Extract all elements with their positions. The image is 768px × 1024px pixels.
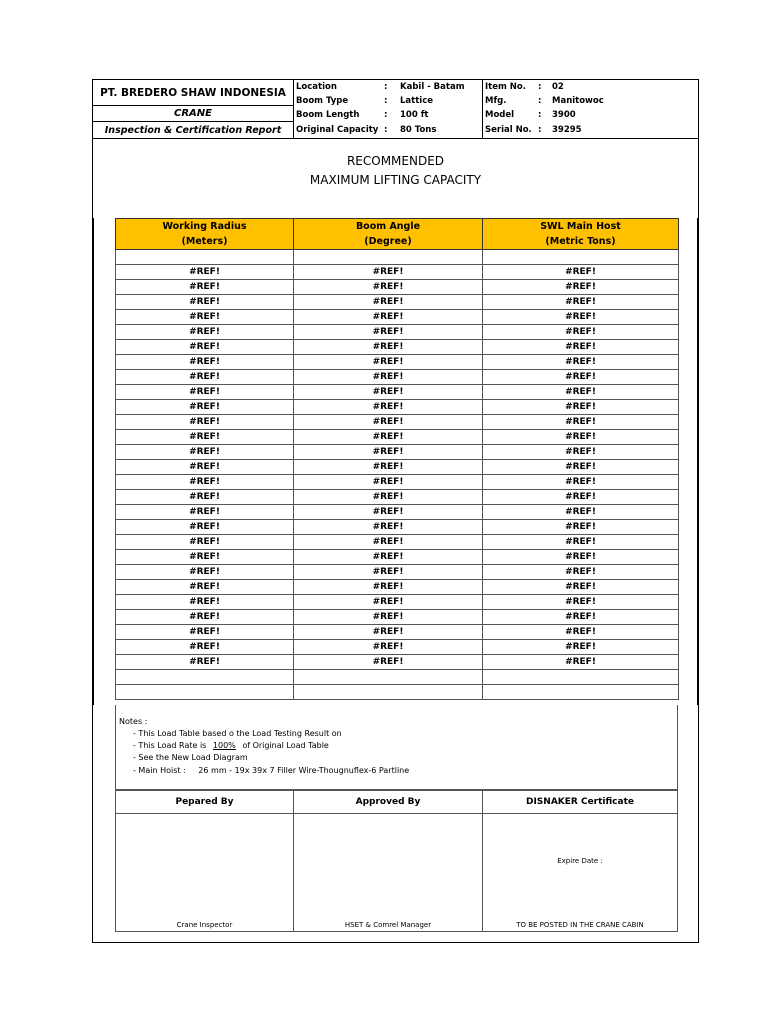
table-cell: #REF!	[116, 280, 294, 295]
table-cell: #REF!	[483, 655, 679, 670]
spec-value: Kabil - Batam	[400, 82, 465, 92]
table-cell	[116, 250, 294, 265]
signature-disnaker-certificate	[483, 791, 677, 931]
spec-label: Location	[296, 82, 337, 92]
header-crane-specs	[294, 80, 483, 138]
col-unit-metric-tons: (Metric Tons)	[483, 234, 679, 250]
table-cell: #REF!	[116, 385, 294, 400]
spec-value: 100 ft	[400, 110, 429, 120]
table-row	[116, 385, 679, 400]
spec-item-no	[483, 80, 564, 94]
table-row	[116, 505, 679, 520]
table-row	[116, 565, 679, 580]
spec-label: Serial No.	[485, 125, 532, 135]
table-row	[116, 640, 679, 655]
report-header	[93, 80, 698, 139]
table-cell: #REF!	[294, 610, 483, 625]
table-row-blank	[116, 250, 679, 265]
signature-role: TO BE POSTED IN THE CRANE CABIN	[516, 921, 644, 929]
table-cell: #REF!	[294, 580, 483, 595]
table-cell: #REF!	[116, 340, 294, 355]
table-cell: #REF!	[483, 535, 679, 550]
signature-role: Crane Inspector	[176, 921, 233, 929]
table-cell: #REF!	[294, 565, 483, 580]
table-cell: #REF!	[483, 325, 679, 340]
table-cell: #REF!	[116, 550, 294, 565]
table-cell: #REF!	[483, 610, 679, 625]
table-cell: #REF!	[116, 310, 294, 325]
spec-colon: :	[538, 96, 542, 106]
table-cell: #REF!	[294, 280, 483, 295]
table-cell	[483, 250, 679, 265]
table-cell: #REF!	[294, 655, 483, 670]
spec-value: 80 Tons	[400, 125, 437, 135]
table-cell: #REF!	[116, 295, 294, 310]
note-line-4	[133, 766, 409, 775]
spec-label: Original Capacity	[296, 125, 379, 135]
signature-section	[115, 790, 678, 932]
table-cell: #REF!	[483, 460, 679, 475]
notes-label: Notes :	[119, 717, 148, 726]
title-line-1: RECOMMENDED	[346, 154, 445, 168]
table-cell: #REF!	[483, 475, 679, 490]
table-cell	[116, 670, 294, 685]
table-cell: #REF!	[294, 550, 483, 565]
table-row	[116, 610, 679, 625]
spec-colon: :	[538, 82, 542, 92]
table-cell: #REF!	[483, 415, 679, 430]
table-cell: #REF!	[294, 595, 483, 610]
table-cell	[483, 685, 679, 700]
table-cell: #REF!	[116, 445, 294, 460]
spec-value: Manitowoc	[552, 96, 604, 106]
table-row	[116, 655, 679, 670]
table-row	[116, 625, 679, 640]
table-cell	[116, 685, 294, 700]
table-cell: #REF!	[483, 400, 679, 415]
spec-colon: :	[384, 82, 388, 92]
table-row	[116, 415, 679, 430]
spec-boom-type	[294, 94, 433, 108]
table-cell: #REF!	[483, 280, 679, 295]
header-crane-identity	[483, 80, 698, 138]
table-cell: #REF!	[483, 565, 679, 580]
signature-prepared-by	[116, 791, 294, 931]
col-header-swl-main-host: SWL Main Host	[483, 219, 679, 235]
signature-role: HSET & Comrel Manager	[344, 921, 432, 929]
table-row	[116, 550, 679, 565]
load-rate-value: 100%	[212, 741, 236, 750]
table-cell	[483, 670, 679, 685]
table-cell: #REF!	[294, 520, 483, 535]
spec-serial-no	[483, 123, 582, 137]
spec-label: Item No.	[485, 82, 526, 92]
left-rule	[93, 218, 94, 705]
note-line-3: - See the New Load Diagram	[133, 753, 248, 762]
table-cell: #REF!	[294, 325, 483, 340]
table-cell: #REF!	[294, 355, 483, 370]
table-cell: #REF!	[116, 640, 294, 655]
table-row	[116, 265, 679, 280]
table-cell: #REF!	[294, 460, 483, 475]
table-row	[116, 370, 679, 385]
spec-colon: :	[538, 125, 542, 135]
signature-title: DISNAKER Certificate	[483, 791, 677, 814]
table-row	[116, 475, 679, 490]
col-header-boom-angle: Boom Angle	[294, 219, 483, 235]
table-cell: #REF!	[116, 355, 294, 370]
load-table-title	[93, 152, 698, 190]
table-row	[116, 445, 679, 460]
signature-approved-by	[294, 791, 483, 931]
col-header-working-radius: Working Radius	[116, 219, 294, 235]
equipment-type: CRANE	[93, 106, 293, 122]
table-cell: #REF!	[294, 475, 483, 490]
note-text: - This Load Rate is	[133, 741, 207, 750]
table-row	[116, 520, 679, 535]
table-cell	[294, 685, 483, 700]
table-cell: #REF!	[294, 340, 483, 355]
table-row	[116, 325, 679, 340]
spec-value: Lattice	[400, 96, 433, 106]
table-cell: #REF!	[294, 370, 483, 385]
table-units-row	[116, 234, 679, 250]
table-cell: #REF!	[483, 385, 679, 400]
note-line-2	[133, 741, 329, 750]
note-text: - Main Hoist :	[133, 766, 186, 775]
table-cell: #REF!	[483, 520, 679, 535]
table-cell: #REF!	[483, 595, 679, 610]
report-title: Inspection & Certification Report	[104, 124, 282, 136]
table-cell: #REF!	[294, 445, 483, 460]
notes-section	[115, 705, 678, 790]
spec-value: 39295	[552, 125, 582, 135]
spec-model	[483, 108, 576, 122]
table-row	[116, 355, 679, 370]
table-row	[116, 400, 679, 415]
table-row	[116, 430, 679, 445]
table-cell	[294, 670, 483, 685]
header-left-block	[93, 80, 294, 138]
table-cell: #REF!	[116, 460, 294, 475]
spec-label: Model	[485, 110, 515, 120]
table-cell: #REF!	[116, 655, 294, 670]
table-row-blank	[116, 685, 679, 700]
table-cell: #REF!	[116, 610, 294, 625]
spec-colon: :	[384, 110, 388, 120]
spec-colon: :	[384, 96, 388, 106]
table-cell: #REF!	[294, 535, 483, 550]
table-cell: #REF!	[483, 640, 679, 655]
table-cell: #REF!	[116, 430, 294, 445]
table-cell: #REF!	[294, 415, 483, 430]
expire-date-label: Expire Date :	[557, 857, 603, 865]
spec-colon: :	[384, 125, 388, 135]
table-cell: #REF!	[116, 520, 294, 535]
table-cell: #REF!	[483, 445, 679, 460]
spec-label: Boom Type	[296, 96, 349, 106]
table-cell: #REF!	[116, 400, 294, 415]
spec-original-capacity	[294, 123, 436, 137]
table-cell: #REF!	[116, 325, 294, 340]
table-cell: #REF!	[116, 565, 294, 580]
table-cell: #REF!	[483, 355, 679, 370]
table-cell: #REF!	[294, 265, 483, 280]
company-name: PT. BREDERO SHAW INDONESIA	[93, 80, 293, 106]
spec-boom-length	[294, 108, 428, 122]
main-hoist-spec: 26 mm - 19x 39x 7 Filler Wire-Thougnuflex-6 Partline	[198, 766, 410, 775]
spec-value: 3900	[552, 110, 576, 120]
table-cell: #REF!	[483, 430, 679, 445]
inspection-report-sheet	[92, 79, 699, 943]
table-cell: #REF!	[116, 535, 294, 550]
table-header-row	[116, 219, 679, 235]
spec-manufacturer	[483, 94, 604, 108]
table-cell: #REF!	[116, 490, 294, 505]
table-cell: #REF!	[483, 580, 679, 595]
table-cell: #REF!	[483, 265, 679, 280]
table-cell	[294, 250, 483, 265]
right-rule	[697, 218, 698, 705]
table-cell: #REF!	[116, 595, 294, 610]
table-cell: #REF!	[116, 475, 294, 490]
table-cell: #REF!	[116, 265, 294, 280]
load-capacity-table	[115, 218, 679, 700]
table-cell: #REF!	[483, 505, 679, 520]
table-row	[116, 280, 679, 295]
table-cell: #REF!	[116, 580, 294, 595]
note-text: of Original Load Table	[242, 741, 329, 750]
table-row	[116, 310, 679, 325]
table-cell: #REF!	[483, 490, 679, 505]
table-cell: #REF!	[294, 295, 483, 310]
table-cell: #REF!	[116, 505, 294, 520]
table-cell: #REF!	[483, 310, 679, 325]
col-unit-meters: (Meters)	[116, 234, 294, 250]
table-cell: #REF!	[294, 310, 483, 325]
spec-value: 02	[552, 82, 564, 92]
table-cell: #REF!	[294, 385, 483, 400]
title-line-2: MAXIMUM LIFTING CAPACITY	[309, 173, 482, 187]
table-cell: #REF!	[294, 490, 483, 505]
table-cell: #REF!	[116, 370, 294, 385]
signature-title: Approved By	[294, 791, 482, 814]
col-unit-degree: (Degree)	[294, 234, 483, 250]
table-row	[116, 535, 679, 550]
table-cell: #REF!	[294, 430, 483, 445]
spec-label: Boom Length	[296, 110, 360, 120]
table-cell: #REF!	[294, 400, 483, 415]
table-row	[116, 595, 679, 610]
table-row-blank	[116, 670, 679, 685]
table-cell: #REF!	[483, 295, 679, 310]
table-cell: #REF!	[116, 625, 294, 640]
table-cell: #REF!	[294, 505, 483, 520]
table-row	[116, 295, 679, 310]
table-cell: #REF!	[483, 550, 679, 565]
note-line-1: - This Load Table based o the Load Testing Result on	[133, 729, 342, 738]
table-row	[116, 340, 679, 355]
table-cell: #REF!	[483, 340, 679, 355]
table-cell: #REF!	[116, 415, 294, 430]
spec-label: Mfg.	[485, 96, 507, 106]
signature-title: Pepared By	[116, 791, 293, 814]
table-cell: #REF!	[294, 625, 483, 640]
table-cell: #REF!	[483, 370, 679, 385]
table-cell: #REF!	[483, 625, 679, 640]
table-row	[116, 490, 679, 505]
table-row	[116, 460, 679, 475]
table-cell: #REF!	[294, 640, 483, 655]
table-row	[116, 580, 679, 595]
spec-location	[294, 80, 465, 94]
spec-colon: :	[538, 110, 542, 120]
